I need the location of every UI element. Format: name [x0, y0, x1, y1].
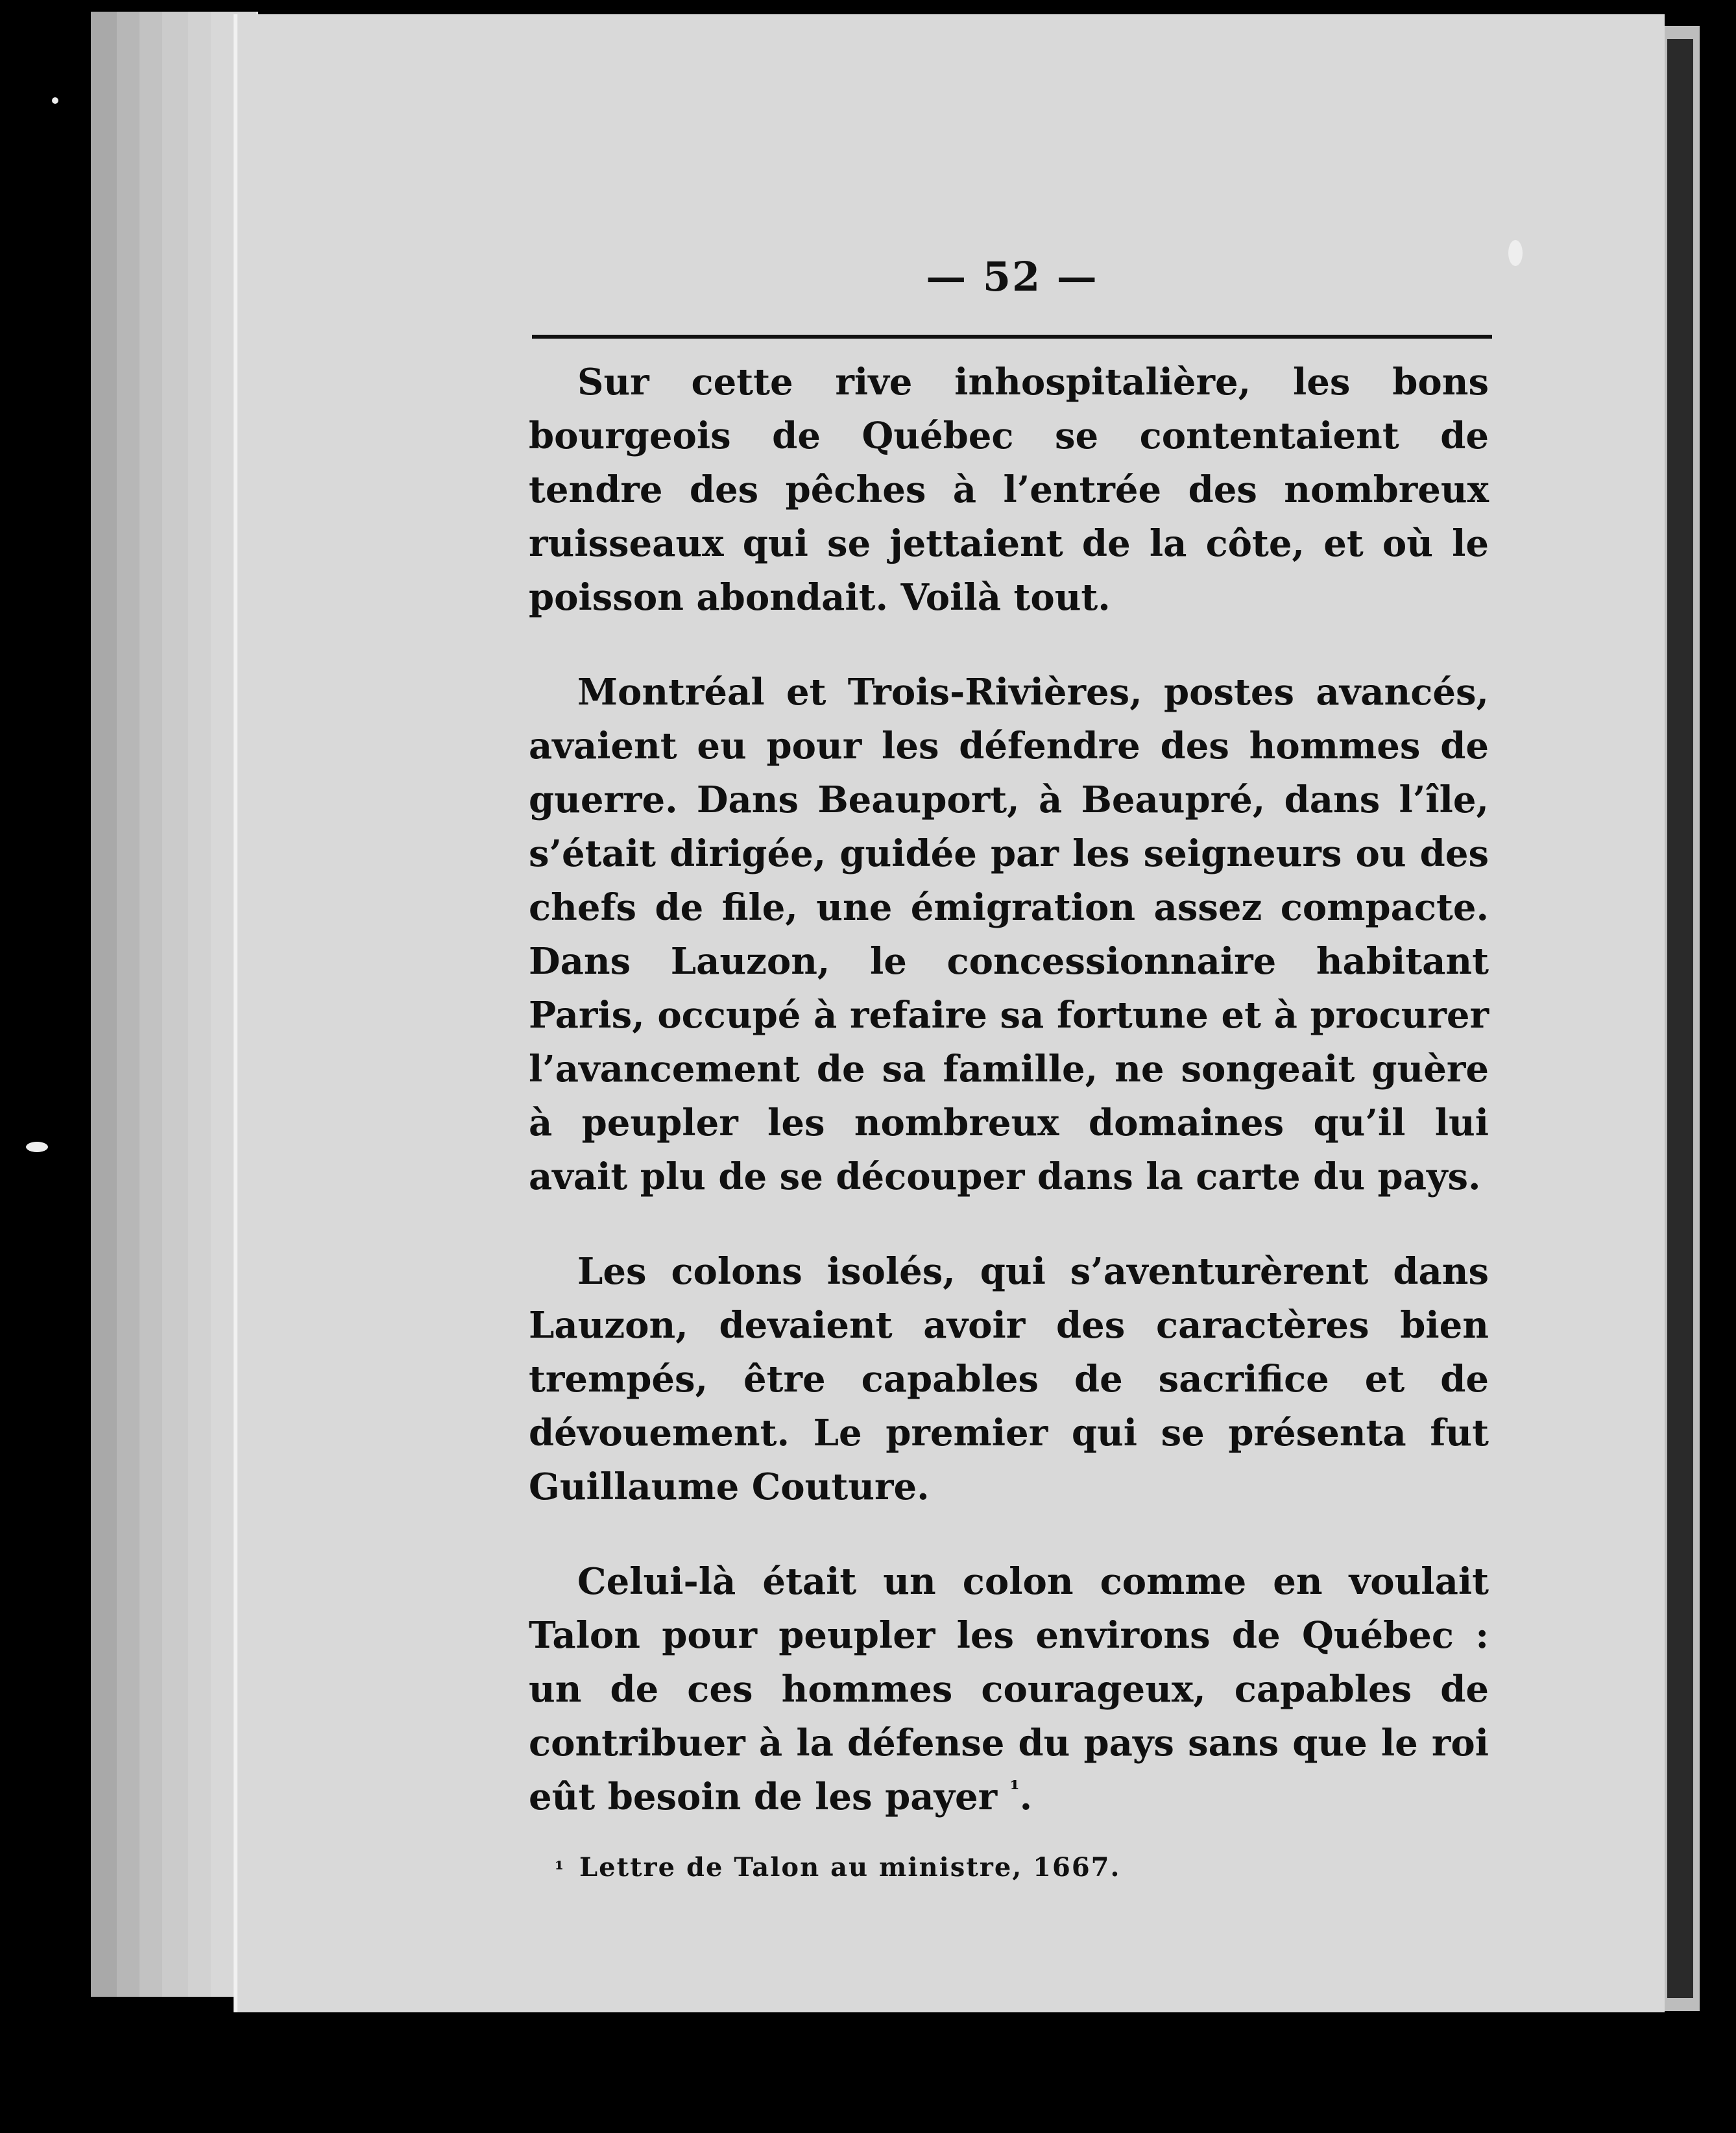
paragraph-4 [529, 1555, 1489, 1824]
footnote-reference: ¹ [1009, 1776, 1020, 1803]
scan-speck [26, 1142, 48, 1152]
paragraph-4-period: . [1019, 1776, 1033, 1818]
scan-speck [1508, 240, 1523, 266]
scan-speck [52, 97, 58, 104]
body-text [529, 356, 1489, 1865]
paragraph-2: Montréal et Trois-Rivières, postes avancés, avaient eu pour les défendre des hommes de guerre. Dans Beauport, à Beaupré, dans l’île, s’était dirigée, guidée par les seigneurs ou des chefs de file, une émigration assez compacte. Dans Lauzon, le concessionnaire habitant Paris, occupé à refaire sa fortune et à procurer l’avancement de sa famille, ne songeait guère à peupler les nombreux domaines qu’il lui avait plu de se découper dans la carte du pays. [529, 671, 1489, 1198]
footnote [555, 1852, 1463, 1883]
paragraph-4-text: Celui-là était un colon comme en voulait Talon pour peupler les environs de Québec : un de ces hommes courageux, capables de contribuer à la défense du pays sans que le roi eût besoin de les payer [529, 1560, 1489, 1818]
paragraph-3: Les colons isolés, qui s’aventurèrent dans Lauzon, devaient avoir des caractères bien trempés, être capables de sacrifice et de dévouement. Le premier qui se présenta fut Guillaume Couture. [529, 1250, 1489, 1508]
footnote-number: ¹ [555, 1857, 566, 1881]
page-number: — 52 — [926, 253, 1098, 300]
header-rule [532, 335, 1492, 339]
paragraph-1: Sur cette rive inhospitalière, les bons bourgeois de Québec se contentaient de tendre des pêches à l’entrée des nombreux ruisseaux qui se jettaient de la côte, et où le poisson abondait. Voilà tout. [529, 361, 1489, 619]
footnote-text: Lettre de Talon au ministre, 1667. [579, 1852, 1121, 1883]
right-shadow [1667, 39, 1693, 1998]
